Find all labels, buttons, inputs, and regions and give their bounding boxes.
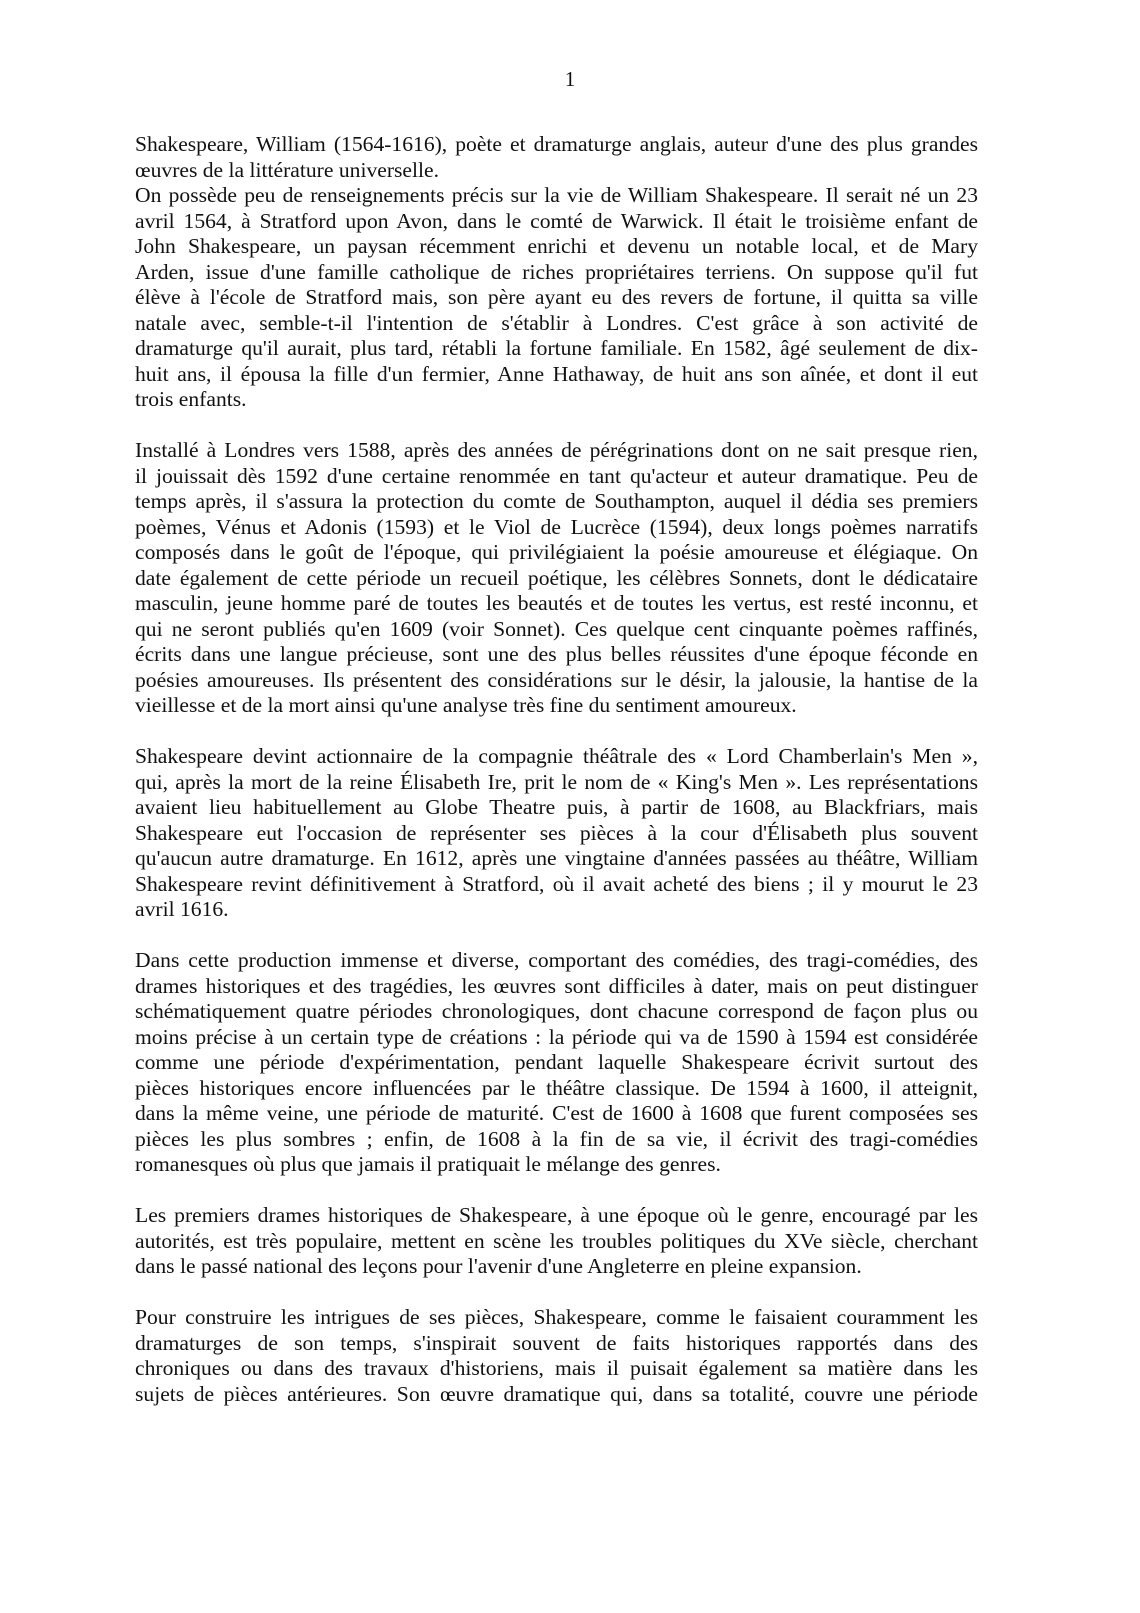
text-line: masculin, jeune homme paré de toutes les beautés et de toutes les vertus, est resté inconnu, et	[135, 591, 978, 615]
paragraph-intro	[135, 132, 978, 183]
paragraph-company	[135, 744, 978, 923]
text-line: dans la même veine, une période de maturité. C'est de 1600 à 1608 que furent composées ses	[135, 1101, 978, 1125]
text-line: Pour construire les intrigues de ses pièces, Shakespeare, comme le faisaient couramment les	[135, 1305, 978, 1329]
text-line: qui, après la mort de la reine Élisabeth Ire, prit le nom de « King's Men ». Les représentations	[135, 769, 978, 794]
text-line: autorités, est très populaire, mettent en scène les troubles politiques du XVe siècle, cherchant	[135, 1228, 978, 1253]
text-line: poèmes, Vénus et Adonis (1593) et le Viol de Lucrèce (1594), deux longs poèmes narratifs	[135, 514, 978, 539]
text-line: poésies amoureuses. Ils présentent des considérations sur le désir, la jalousie, la hantise de la	[135, 667, 978, 692]
text-line: avril 1616.	[135, 897, 229, 921]
text-line: moins précise à un certain type de créations : la période qui va de 1590 à 1594 est considérée	[135, 1024, 978, 1049]
text-line: romanesques où plus que jamais il pratiquait le mélange des genres.	[135, 1152, 721, 1176]
paragraph-london	[135, 438, 978, 719]
text-line: dramaturge qu'il aurait, plus tard, rétabli la fortune familiale. En 1582, âgé seulement de dix-	[135, 336, 978, 360]
text-line: Shakespeare, William (1564-1616), poète et dramaturge anglais, auteur d'une des plus grandes	[135, 132, 978, 156]
text-line: Shakespeare revint définitivement à Stratford, où il avait acheté des biens ; il y mourut le 23	[135, 871, 978, 896]
text-line: œuvres de la littérature universelle.	[135, 157, 439, 182]
text-line: Arden, issue d'une famille catholique de riches propriétaires terriens. On suppose qu'il fut	[135, 259, 978, 284]
text-line: qu'aucun autre dramaturge. En 1612, après une vingtaine d'années passées au théâtre, William	[135, 846, 978, 870]
text-line: avaient lieu habituellement au Globe Theatre puis, à partir de 1608, au Blackfriars, mais	[135, 795, 978, 819]
paragraph-sources	[135, 1305, 978, 1407]
text-line: pièces les plus sombres ; enfin, de 1608 à la fin de sa vie, il écrivit des tragi-comédies	[135, 1126, 978, 1151]
text-line: date également de cette période un recueil poétique, les célèbres Sonnets, dont le dédicataire	[135, 565, 978, 590]
text-line: schématiquement quatre périodes chronologiques, dont chacune correspond de façon plus ou	[135, 999, 978, 1023]
text-line: Les premiers drames historiques de Shakespeare, à une époque où le genre, encouragé par les	[135, 1203, 978, 1227]
text-line: chroniques ou dans des travaux d'historiens, mais il puisait également sa matière dans les	[135, 1356, 978, 1380]
text-line: qui ne seront publiés qu'en 1609 (voir Sonnet). Ces quelque cent cinquante poèmes raffinés,	[135, 616, 978, 641]
text-line: drames historiques et des tragédies, les œuvres sont difficiles à dater, mais on peut distinguer	[135, 973, 978, 998]
text-line: natale avec, semble-t-il l'intention de s'établir à Londres. C'est grâce à son activité de	[135, 310, 978, 335]
text-line: Shakespeare eut l'occasion de représenter ses pièces à la cour d'Élisabeth plus souvent	[135, 820, 978, 845]
text-line: trois enfants.	[135, 387, 247, 411]
text-line: il jouissait dès 1592 d'une certaine renommée en tant qu'acteur et auteur dramatique. Peu de	[135, 463, 978, 488]
page-number: 1	[564, 67, 576, 91]
text-line: comme une période d'expérimentation, pendant laquelle Shakespeare écrivit surtout des	[135, 1050, 978, 1074]
paragraph-early-life	[135, 183, 978, 413]
text-line: huit ans, il épousa la fille d'un fermier, Anne Hathaway, de huit ans son aînée, et dont il eut	[135, 361, 978, 386]
document-body	[135, 132, 978, 1433]
text-line: On possède peu de renseignements précis sur la vie de William Shakespeare. Il serait né un 23	[135, 183, 978, 207]
text-line: temps après, il s'assura la protection du comte de Southampton, auquel il dédia ses premiers	[135, 489, 978, 513]
text-line: vieillesse et de la mort ainsi qu'une analyse très fine du sentiment amoureux.	[135, 693, 797, 717]
text-line: sujets de pièces antérieures. Son œuvre dramatique qui, dans sa totalité, couvre une période	[135, 1381, 978, 1406]
text-line: écrits dans une langue précieuse, sont une des plus belles réussites d'une époque féconde en	[135, 642, 978, 666]
text-line: pièces historiques encore influencées par le théâtre classique. De 1594 à 1600, il atteignit,	[135, 1075, 978, 1100]
text-line: Dans cette production immense et diverse, comportant des comédies, des tragi-comédies, des	[135, 948, 978, 972]
paragraph-periods	[135, 948, 978, 1178]
paragraph-histories	[135, 1203, 978, 1280]
text-line: Shakespeare devint actionnaire de la compagnie théâtrale des « Lord Chamberlain's Men »,	[135, 744, 978, 768]
text-line: Installé à Londres vers 1588, après des années de pérégrinations dont on ne sait presque rien,	[135, 438, 978, 462]
text-line: composés dans le goût de l'époque, qui privilégiaient la poésie amoureuse et élégiaque. On	[135, 540, 978, 564]
text-line: John Shakespeare, un paysan récemment enrichi et devenu un notable local, et de Mary	[135, 234, 978, 258]
text-line: dramaturges de son temps, s'inspirait souvent de faits historiques rapportés dans des	[135, 1330, 978, 1355]
text-line: avril 1564, à Stratford upon Avon, dans le comté de Warwick. Il était le troisième enfant de	[135, 208, 978, 233]
text-line: élève à l'école de Stratford mais, son père ayant eu des revers de fortune, il quitta sa ville	[135, 285, 978, 309]
text-line: dans le passé national des leçons pour l'avenir d'une Angleterre en pleine expansion.	[135, 1254, 862, 1278]
